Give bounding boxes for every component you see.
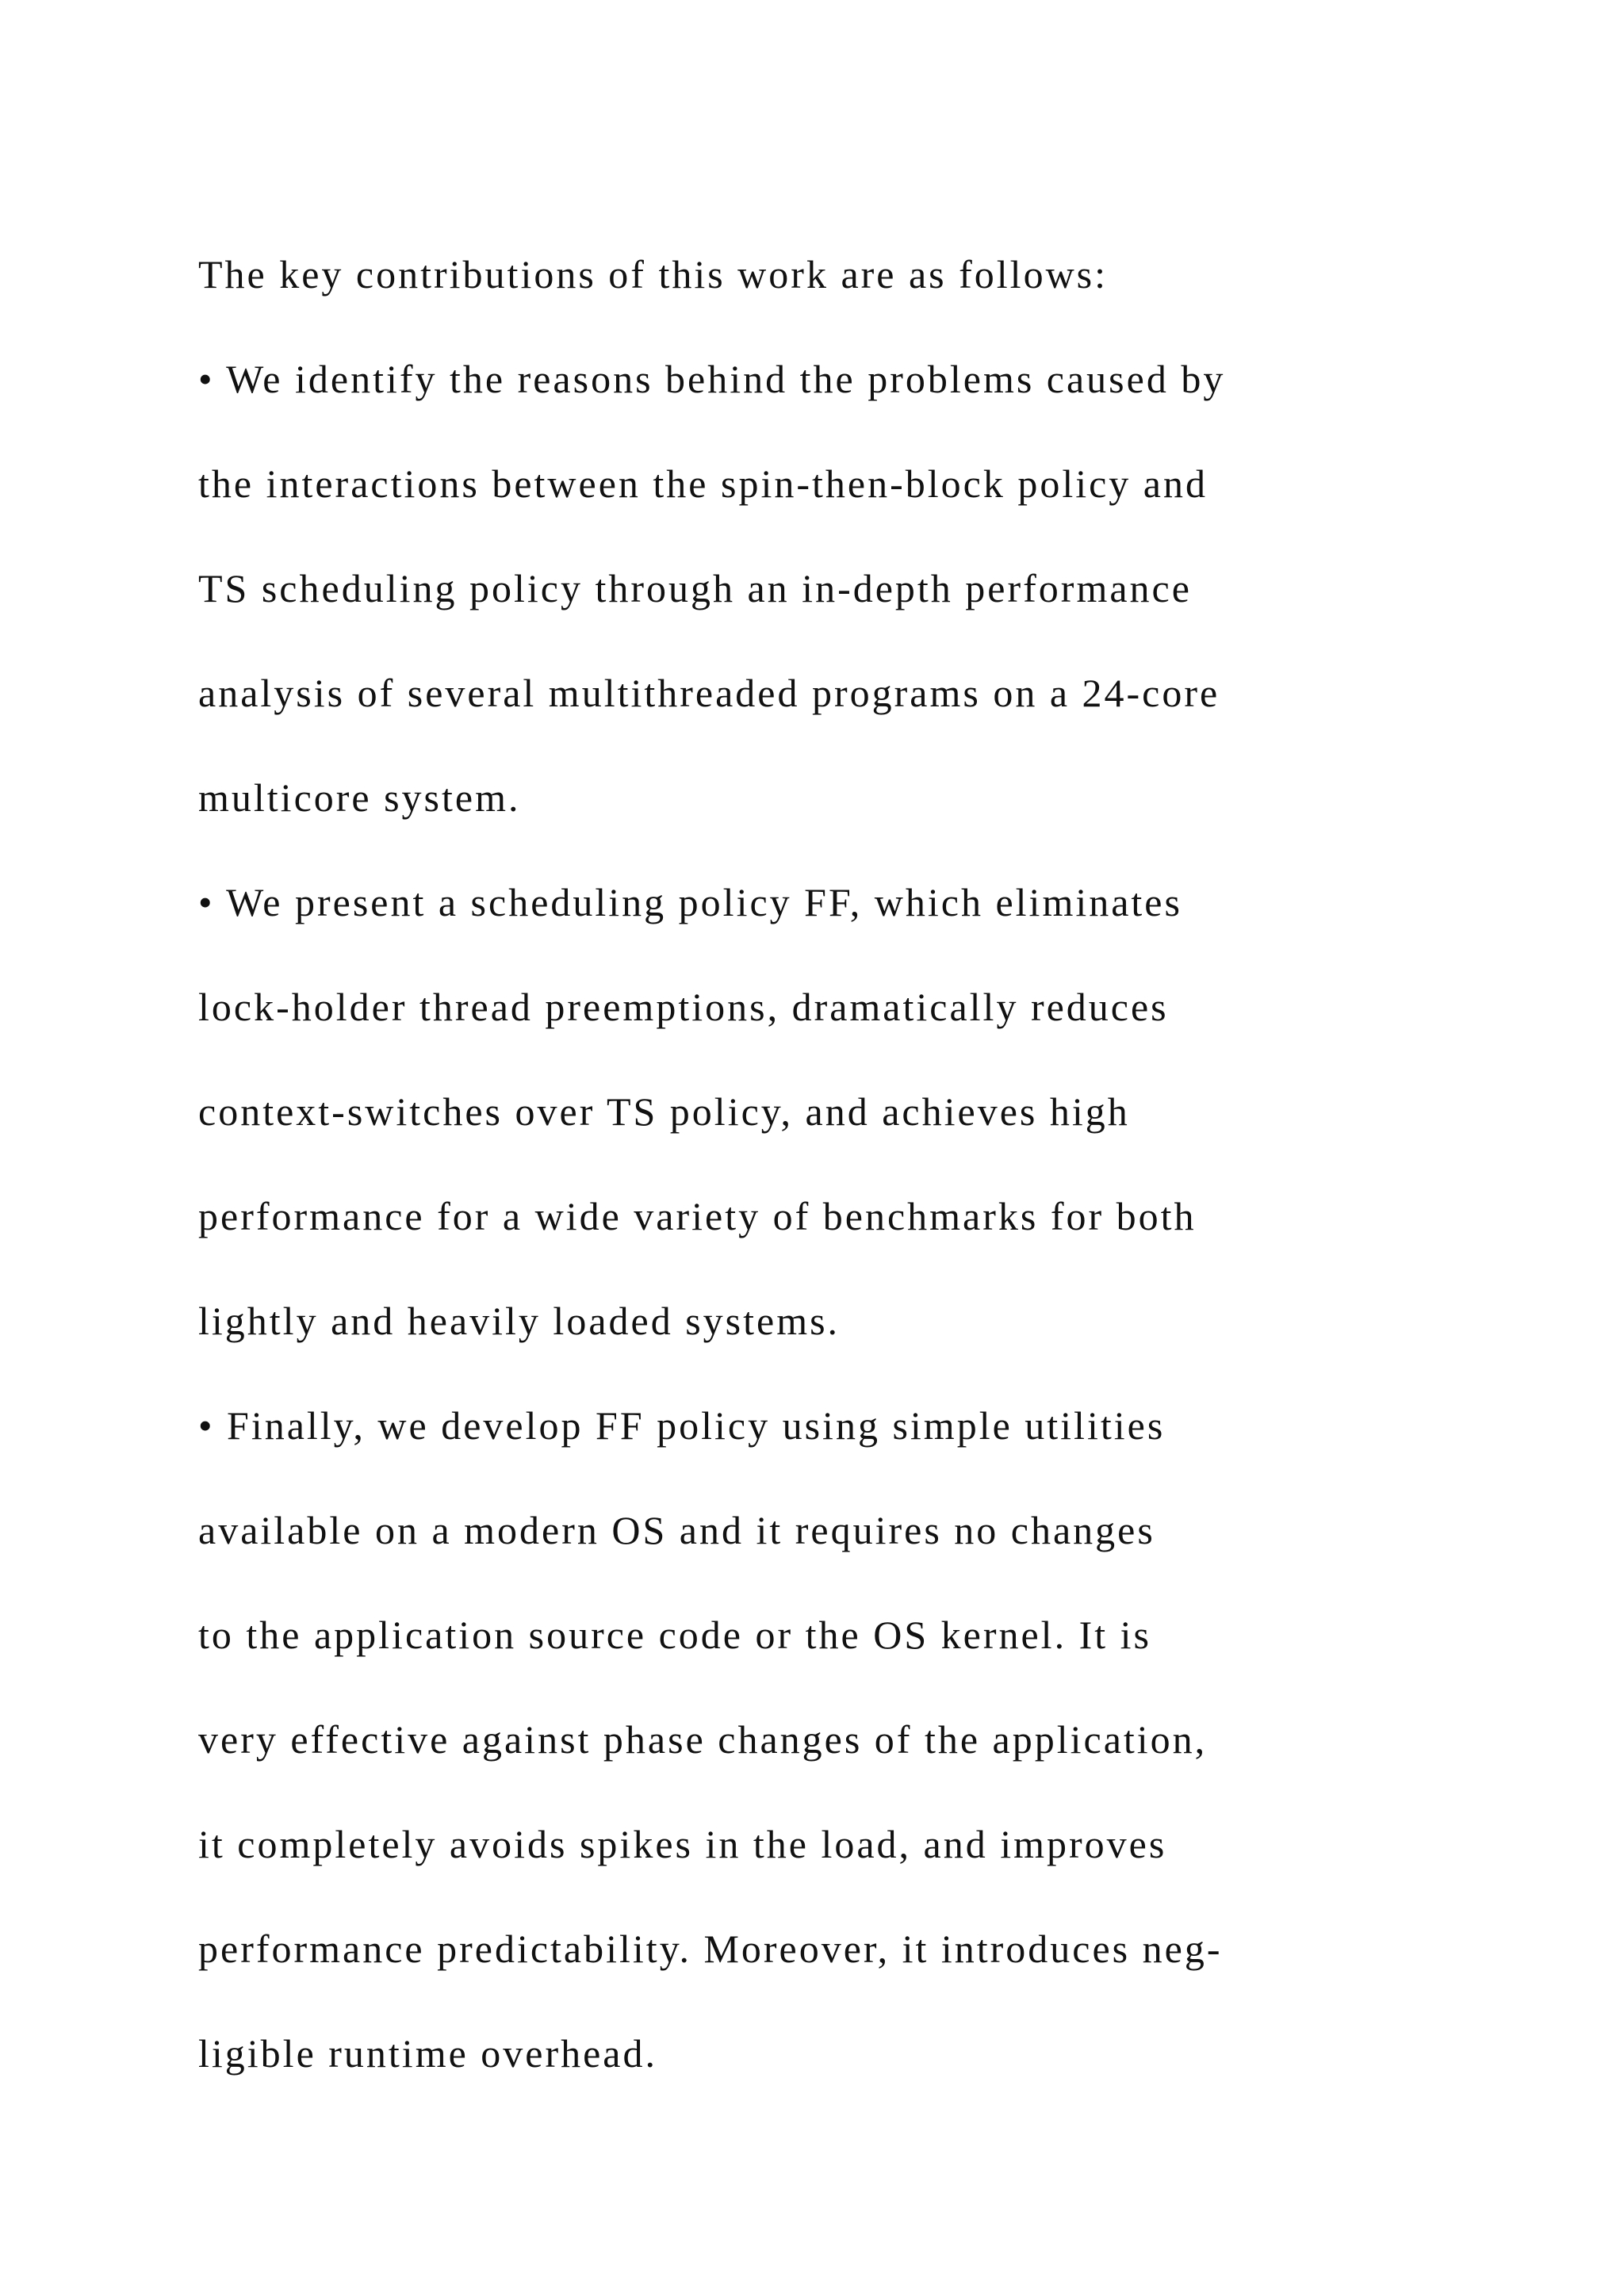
bullet-3-line-2: available on a modern OS and it requires no changes: [198, 1508, 1155, 1552]
bullet-2-line-1: • We present a scheduling policy FF, which eliminates: [198, 880, 1182, 924]
intro-line: The key contributions of this work are as follows:: [198, 252, 1109, 297]
bullet-3-line-3: to the application source code or the OS kernel. It is: [198, 1613, 1151, 1657]
bullet-1-line-1: • We identify the reasons behind the problems caused by: [198, 357, 1226, 401]
bullet-3-line-1: • Finally, we develop FF policy using simple utilities: [198, 1403, 1166, 1448]
bullet-1-line-3: TS scheduling policy through an in-depth performance: [198, 566, 1192, 610]
bullet-2-line-5: lightly and heavily loaded systems.: [198, 1299, 841, 1343]
bullet-1-line-5: multicore system.: [198, 775, 521, 820]
bullet-3-line-7: ligible runtime overhead.: [198, 2031, 658, 2076]
bullet-2-line-2: lock-holder thread preemptions, dramatically reduces: [198, 985, 1169, 1029]
bullet-1-line-2: the interactions between the spin-then-block policy and: [198, 461, 1208, 506]
contributions-text: [198, 241, 1546, 2125]
bullet-3-line-5: it completely avoids spikes in the load, and improves: [198, 1822, 1167, 1866]
bullet-2-line-3: context-switches over TS policy, and achieves high: [198, 1089, 1130, 1134]
bullet-3-line-6: performance predictability. Moreover, it introduces neg-: [198, 1927, 1223, 1971]
bullet-2-line-4: performance for a wide variety of benchmarks for both: [198, 1194, 1197, 1238]
bullet-3-line-4: very effective against phase changes of the application,: [198, 1717, 1208, 1762]
bullet-1-line-4: analysis of several multithreaded programs on a 24-core: [198, 671, 1220, 715]
